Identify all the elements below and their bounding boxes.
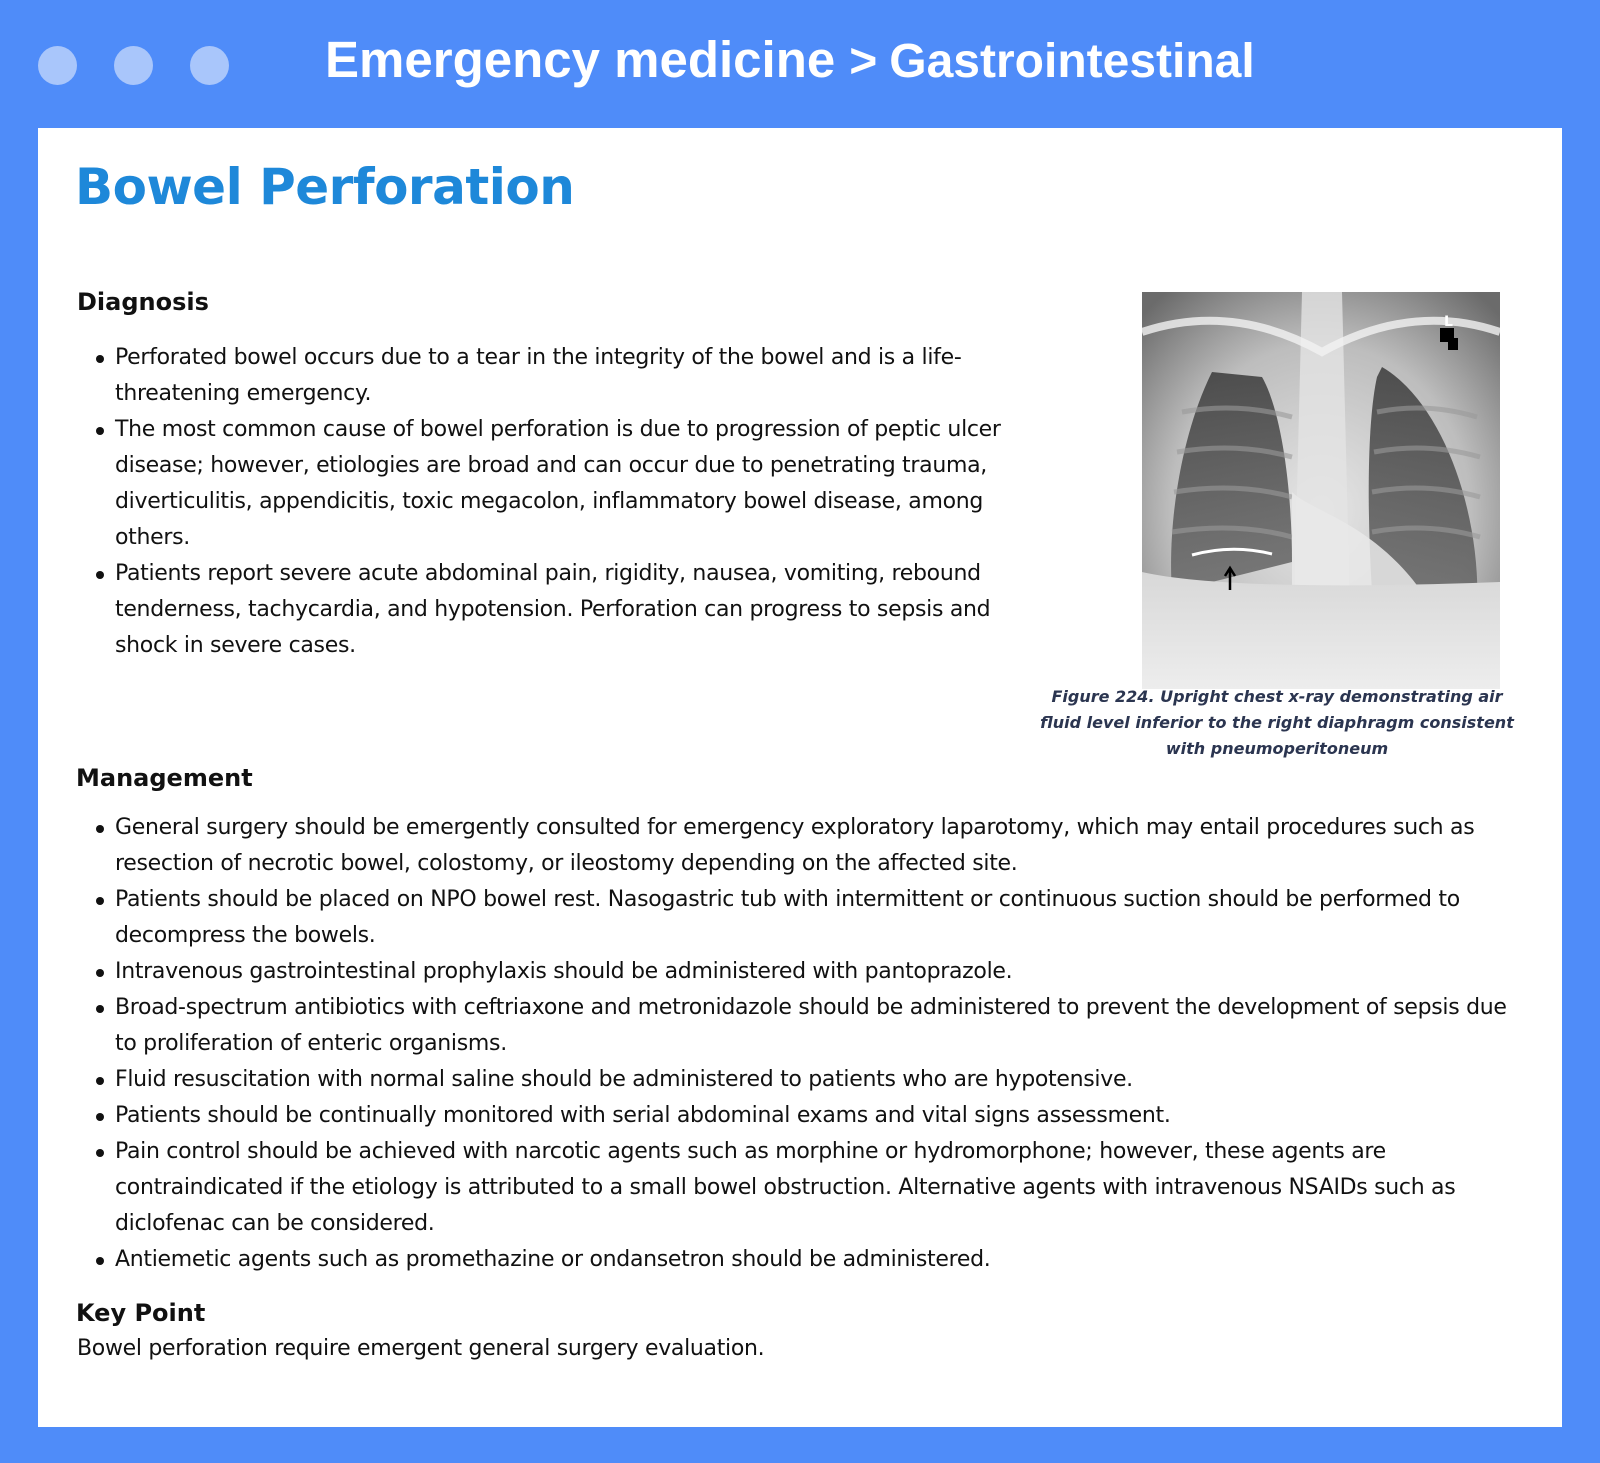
diagnosis-heading: Diagnosis bbox=[77, 288, 209, 316]
chest-xray-image bbox=[1142, 292, 1500, 689]
window-close-dot[interactable] bbox=[38, 46, 77, 85]
key-point-heading: Key Point bbox=[76, 1299, 206, 1327]
list-item: The most common cause of bowel perforation is due to progression of peptic ulcer disease; however, etiologies are broad and can occur due to penetrating trauma, diverticulitis, appendicitis, toxic megacolon, inflammatory bowel disease, among others. bbox=[77, 412, 1037, 556]
list-item: General surgery should be emergently consulted for emergency exploratory laparotomy, which may entail procedures such as resection of necrotic bowel, colostomy, or ileostomy depending on the affected site. bbox=[77, 810, 1527, 882]
list-item: Pain control should be achieved with narcotic agents such as morphine or hydromorphone; however, these agents are contraindicated if the etiology is attributed to a small bowel obstruction. Alternative agents with intravenous NSAIDs such as diclofenac can be considered. bbox=[77, 1134, 1527, 1242]
list-item: Fluid resuscitation with normal saline should be administered to patients who are hypotensive. bbox=[77, 1062, 1527, 1098]
breadcrumb-separator: > bbox=[849, 35, 878, 88]
window-titlebar bbox=[0, 0, 1600, 128]
list-item: Perforated bowel occurs due to a tear in the integrity of the bowel and is a life-threatening emergency. bbox=[77, 340, 1037, 412]
list-item: Patients should be continually monitored with serial abdominal exams and vital signs assessment. bbox=[77, 1098, 1527, 1134]
list-item: Patients should be placed on NPO bowel rest. Nasogastric tub with intermittent or continuous suction should be performed to decompress the bowels. bbox=[77, 882, 1527, 954]
list-item: Patients report severe acute abdominal pain, rigidity, nausea, vomiting, rebound tenderness, tachycardia, and hypotension. Perforation can progress to sepsis and shock in severe cases. bbox=[77, 556, 1037, 664]
list-item: Broad-spectrum antibiotics with ceftriaxone and metronidazole should be administered to prevent the development of sepsis due to proliferation of enteric organisms. bbox=[77, 990, 1527, 1062]
xray-side-marker: L bbox=[1444, 314, 1453, 330]
window-minimize-dot[interactable] bbox=[114, 46, 153, 85]
key-point-text: Bowel perforation require emergent general surgery evaluation. bbox=[77, 1336, 765, 1361]
list-item: Intravenous gastrointestinal prophylaxis should be administered with pantoprazole. bbox=[77, 954, 1527, 990]
figure-caption: Figure 224. Upright chest x-ray demonstrating air fluid level inferior to the right diaphragm consistent with pneumoperitoneum bbox=[1040, 687, 1514, 758]
page-title: Bowel Perforation bbox=[75, 158, 575, 216]
window-maximize-dot[interactable] bbox=[190, 46, 229, 85]
breadcrumb-section[interactable]: Emergency medicine bbox=[325, 31, 836, 88]
breadcrumb-subsection[interactable]: Gastrointestinal bbox=[889, 35, 1255, 88]
diagnosis-list bbox=[77, 340, 1037, 664]
management-heading: Management bbox=[76, 764, 253, 792]
management-list bbox=[77, 810, 1527, 1278]
breadcrumb bbox=[325, 30, 1255, 89]
list-item: Antiemetic agents such as promethazine or ondansetron should be administered. bbox=[77, 1242, 1527, 1278]
content-panel bbox=[38, 128, 1562, 1427]
